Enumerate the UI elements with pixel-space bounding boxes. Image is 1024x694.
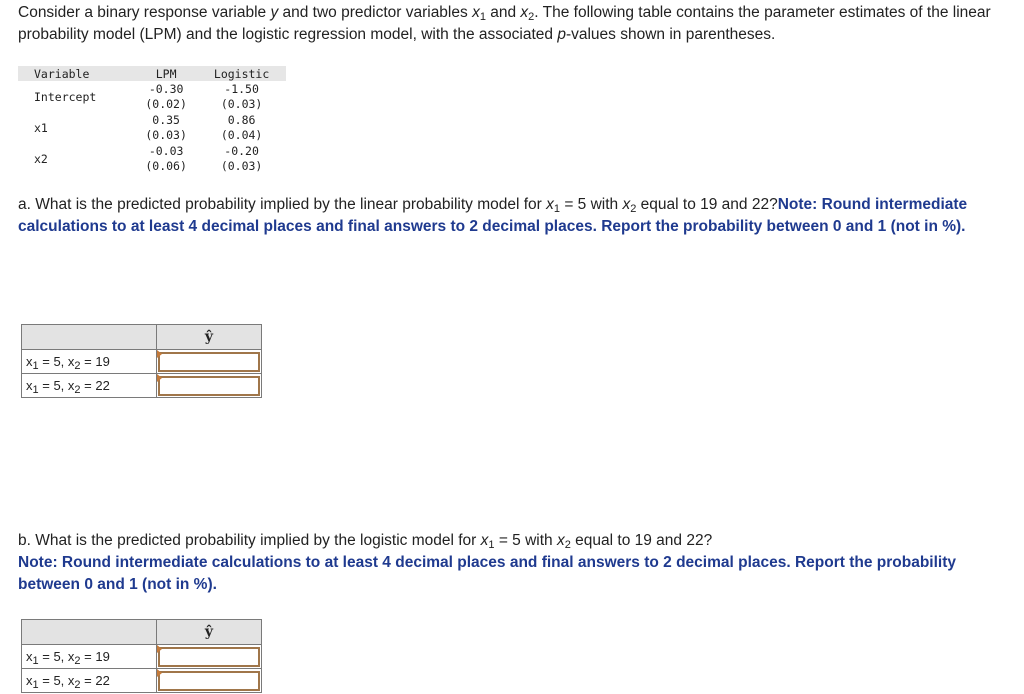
var-y: y bbox=[270, 4, 279, 21]
logistic-estimate: -0.20 bbox=[224, 143, 259, 158]
subscript: 1 bbox=[32, 655, 39, 667]
answer-row bbox=[22, 669, 262, 693]
subscript: 2 bbox=[74, 679, 81, 691]
label-part: x bbox=[26, 649, 33, 664]
table-row bbox=[18, 112, 286, 128]
lpm-pvalue: (0.06) bbox=[145, 159, 187, 174]
label-part: x bbox=[26, 378, 33, 393]
flag-icon bbox=[157, 669, 162, 677]
question-text: = 5 with bbox=[494, 532, 557, 549]
estimates-header-row bbox=[18, 66, 286, 81]
question-text: = 5 with bbox=[560, 196, 623, 213]
question-text: equal to 19 and 22? bbox=[636, 196, 778, 213]
y-hat-header: ŷ bbox=[157, 325, 262, 350]
answer-table-a bbox=[21, 324, 262, 398]
note-text: Note: Round intermediate calculations to at least 4 decimal places and final answers to 2 decimal places. Report the probability between 0 and 1 (not in %). bbox=[18, 196, 968, 235]
flag-icon bbox=[157, 374, 162, 382]
answer-input-b2[interactable] bbox=[158, 671, 260, 691]
answer-input-b1[interactable] bbox=[158, 647, 260, 667]
header-variable: Variable bbox=[18, 66, 135, 81]
logistic-pvalue: (0.03) bbox=[220, 159, 263, 174]
label-part: = 5, x bbox=[38, 378, 75, 393]
var-x1: x bbox=[472, 4, 480, 21]
estimates-table bbox=[18, 66, 286, 174]
note-text: Note: Round intermediate calculations to at least 4 decimal places and final answers to 2 decimal places. Report the probability between 0 and 1 (not in %). bbox=[18, 554, 956, 593]
answer-row bbox=[22, 374, 262, 398]
flag-icon bbox=[157, 645, 162, 653]
logistic-pvalue: (0.04) bbox=[220, 128, 263, 143]
answer-input-a2[interactable] bbox=[158, 376, 260, 396]
label-part: = 5, x bbox=[38, 673, 75, 688]
row-label: Intercept bbox=[34, 89, 97, 104]
table-row bbox=[18, 81, 286, 97]
flag-icon bbox=[157, 350, 162, 358]
var-x2: x bbox=[556, 532, 565, 549]
subscript: 1 bbox=[488, 539, 495, 551]
var-x2: x bbox=[622, 196, 631, 213]
y-hat-header: ŷ bbox=[157, 620, 262, 645]
intro-text: and bbox=[485, 4, 521, 21]
logistic-estimate: 0.86 bbox=[227, 112, 256, 127]
answer-row bbox=[22, 645, 262, 669]
answer-row-label bbox=[22, 669, 157, 693]
answer-input-a1[interactable] bbox=[158, 352, 260, 372]
intro-text: -values shown in parentheses. bbox=[565, 26, 776, 43]
lpm-estimate: 0.35 bbox=[152, 112, 180, 127]
label-part: x bbox=[26, 673, 33, 688]
label-part: = 22 bbox=[80, 378, 110, 393]
var-x1: x bbox=[480, 532, 489, 549]
intro-text: Consider a binary response variable bbox=[18, 4, 271, 21]
subscript: 2 bbox=[564, 539, 571, 551]
question-a bbox=[18, 194, 1008, 238]
intro-text: and two predictor variables bbox=[278, 4, 473, 21]
subscript: 1 bbox=[479, 11, 486, 23]
lpm-estimate: -0.03 bbox=[148, 143, 184, 158]
lpm-pvalue: (0.02) bbox=[145, 97, 187, 112]
header-logistic: Logistic bbox=[197, 66, 286, 81]
problem-intro bbox=[18, 2, 1008, 46]
answer-header-row bbox=[22, 620, 262, 645]
answer-row-label bbox=[22, 350, 157, 374]
label-part: = 5, x bbox=[38, 649, 75, 664]
label-part: = 5, x bbox=[38, 354, 75, 369]
question-text: b. What is the predicted probability implied by the logistic model for bbox=[18, 532, 481, 549]
subscript: 2 bbox=[630, 203, 637, 215]
header-blank bbox=[22, 325, 157, 350]
subscript: 2 bbox=[74, 360, 81, 372]
answer-cell bbox=[157, 374, 262, 398]
header-blank bbox=[22, 620, 157, 645]
subscript: 1 bbox=[32, 384, 39, 396]
label-part: = 22 bbox=[80, 673, 110, 688]
subscript: 1 bbox=[32, 679, 39, 691]
subscript: 2 bbox=[74, 384, 81, 396]
answer-header-row bbox=[22, 325, 262, 350]
question-text: a. What is the predicted probability implied by the linear probability model for bbox=[18, 196, 547, 213]
subscript: 2 bbox=[528, 11, 535, 23]
subscript: 1 bbox=[553, 203, 561, 215]
label-part: = 19 bbox=[80, 649, 110, 664]
answer-row-label bbox=[22, 374, 157, 398]
answer-cell bbox=[157, 645, 262, 669]
answer-row bbox=[22, 350, 262, 374]
lpm-pvalue: (0.03) bbox=[145, 128, 187, 143]
question-text: equal to 19 and 22? bbox=[570, 532, 713, 549]
row-label: x2 bbox=[34, 151, 48, 166]
question-b bbox=[18, 530, 1008, 596]
answer-cell bbox=[157, 669, 262, 693]
answer-cell bbox=[157, 350, 262, 374]
logistic-estimate: -1.50 bbox=[224, 81, 259, 96]
label-part: = 19 bbox=[80, 354, 110, 369]
answer-table-b bbox=[21, 619, 262, 693]
row-label bbox=[18, 112, 135, 143]
row-label-text: x1 bbox=[34, 120, 48, 135]
intro-text: . The following table contains the parameter estimates of the linear probability model (LPM) and the logistic regression model, with the associated bbox=[18, 4, 991, 43]
answer-row-label bbox=[22, 645, 157, 669]
header-lpm: LPM bbox=[135, 66, 197, 81]
var-x1: x bbox=[546, 196, 554, 213]
logistic-pvalue: (0.03) bbox=[220, 97, 263, 112]
lpm-estimate: -0.30 bbox=[148, 81, 184, 96]
var-x2: x bbox=[520, 4, 529, 21]
subscript: 1 bbox=[32, 360, 39, 372]
label-part: x bbox=[26, 354, 33, 369]
table-row bbox=[18, 143, 286, 159]
subscript: 2 bbox=[74, 655, 81, 667]
var-p: p bbox=[557, 26, 566, 43]
